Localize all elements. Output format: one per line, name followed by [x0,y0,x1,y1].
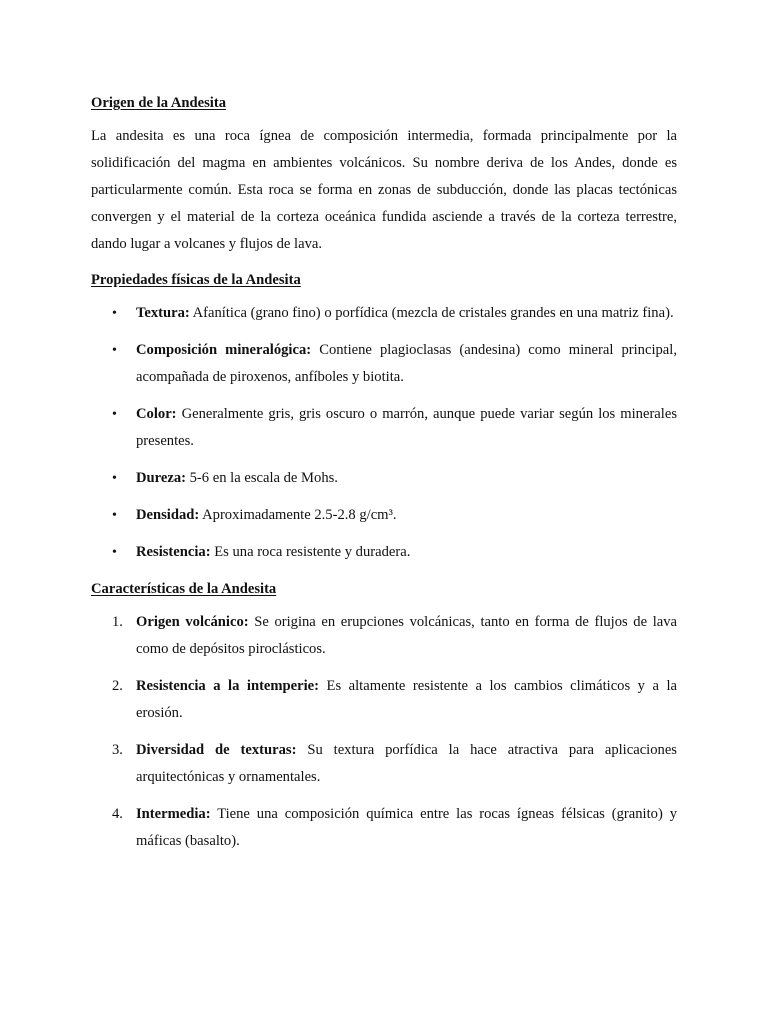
item-term: Dureza: [136,470,186,486]
item-term: Resistencia: [136,544,211,560]
list-item [91,539,677,566]
bullet-icon: • [112,306,117,321]
item-term: Color: [136,406,177,422]
list-item [91,609,677,663]
item-term: Textura: [136,305,190,321]
document-page [91,91,677,855]
item-text: Es una roca resistente y duradera. [210,544,411,560]
list-item [91,673,677,727]
item-term: Densidad: [136,507,200,523]
item-number: 1. [112,614,123,630]
list-item [91,737,677,791]
item-number: 2. [112,678,123,694]
item-number: 4. [112,806,123,822]
list-item [91,337,677,391]
characteristics-list [91,609,677,855]
bullet-icon: • [112,545,117,560]
properties-list [91,300,677,566]
list-item [91,502,677,529]
bullet-icon: • [112,508,117,523]
item-text: Generalmente gris, gris oscuro o marrón, aunque puede variar según los minerales presentes. [136,406,677,449]
item-term: Intermedia: [136,806,211,822]
list-item [91,465,677,492]
section-heading-origen: Origen de la Andesita [91,95,226,111]
bullet-icon: • [112,471,117,486]
item-term: Diversidad de texturas: [136,742,297,758]
section-heading-caracteristicas: Características de la Andesita [91,581,277,597]
item-text: Aproximadamente 2.5-2.8 g/cm³. [199,507,397,523]
list-item [91,300,677,327]
item-text: Contiene plagioclasas (andesina) como mineral principal, acompañada de piroxenos, anfíboles y biotita. [136,342,677,385]
list-item [91,801,677,855]
bullet-icon: • [112,343,117,358]
list-item [91,401,677,455]
item-text: Afanítica (grano fino) o porfídica (mezcla de cristales grandes en una matriz fina). [189,305,674,321]
item-text: Es altamente resistente a los cambios climáticos y a la erosión. [136,678,677,721]
item-term: Composición mineralógica: [136,342,312,358]
paragraph-origen: La andesita es una roca ígnea de composición intermedia, formada principalmente por la solidificación del magma en ambientes volcánicos. Su nombre deriva de los Andes, donde es particularmente común. Esta roca se forma en zonas de subducción, donde las placas tectónicas convergen y el material de la corteza oceánica fundida asciende a través de la corteza terrestre, dando lugar a volcanes y flujos de lava. [91,128,677,252]
item-text: Se origina en erupciones volcánicas, tanto en forma de flujos de lava como de depósitos piroclásticos. [136,614,677,657]
item-term: Origen volcánico: [136,614,249,630]
item-text: Su textura porfídica la hace atractiva para aplicaciones arquitectónicas y ornamentales. [136,742,677,785]
section-heading-propiedades: Propiedades físicas de la Andesita [91,272,301,288]
item-text: 5-6 en la escala de Mohs. [185,470,338,486]
bullet-icon: • [112,407,117,422]
item-number: 3. [112,742,123,758]
item-text: Tiene una composición química entre las rocas ígneas félsicas (granito) y máficas (basalto). [136,806,677,849]
item-term: Resistencia a la intemperie: [136,678,320,694]
